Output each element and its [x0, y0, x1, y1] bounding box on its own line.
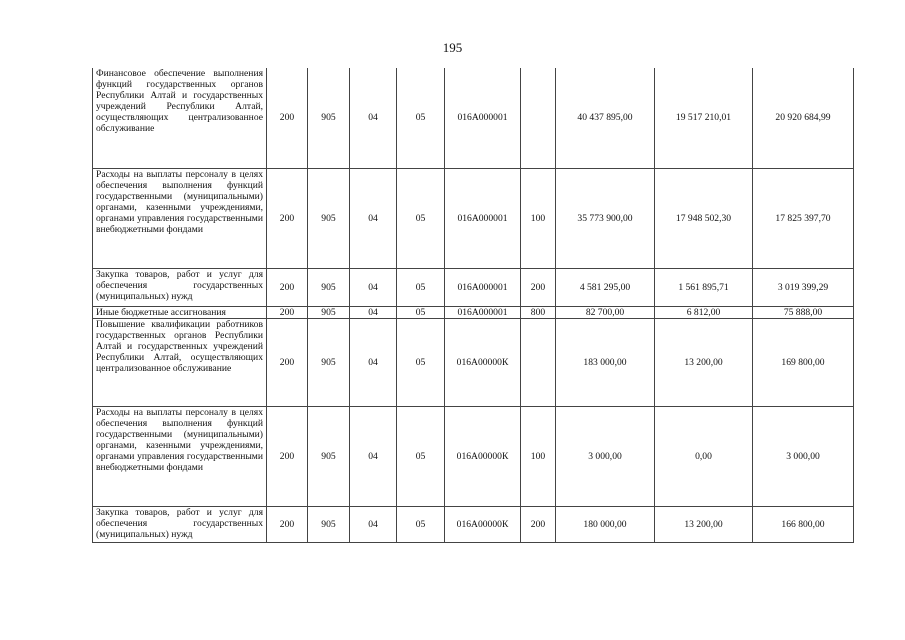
expense-type-cell: 800: [521, 306, 556, 318]
target-cell: 016А000001: [445, 306, 521, 318]
row-name: Повышение квалификации работников государственных органов Республики Алтай и государственных учреждений Республики Алтай, осуществляющих централизованное обслуживание: [93, 318, 267, 406]
amount-1-cell: 35 773 900,00: [556, 168, 655, 268]
amount-3-cell: 169 800,00: [753, 318, 854, 406]
amount-2-cell: 17 948 502,30: [655, 168, 753, 268]
code-cell: 905: [308, 268, 350, 306]
table-row: [93, 506, 854, 542]
target-cell: 016А000001: [445, 168, 521, 268]
code-cell: 905: [308, 68, 350, 168]
page-number: 195: [442, 40, 463, 55]
code-cell: 905: [308, 168, 350, 268]
amount-3-cell: 3 000,00: [753, 406, 854, 506]
amount-1-cell: 183 000,00: [556, 318, 655, 406]
row-name: Расходы на выплаты персоналу в целях обеспечения выполнения функций государственными (муниципальными) органами, казенными учреждениями, органами управления государственными внебюджетными фондами: [93, 168, 267, 268]
table-row: [93, 168, 854, 268]
ministry-cell: 200: [267, 506, 308, 542]
section-cell: 04: [350, 68, 397, 168]
subsection-cell: 05: [397, 268, 445, 306]
section-cell: 04: [350, 168, 397, 268]
row-name: Закупка товаров, работ и услуг для обеспечения государственных (муниципальных) нужд: [93, 268, 267, 306]
budget-table: [92, 68, 854, 543]
expense-type-cell: 100: [521, 406, 556, 506]
row-name: Иные бюджетные ассигнования: [93, 306, 267, 318]
code-cell: 905: [308, 306, 350, 318]
row-name: Расходы на выплаты персоналу в целях обеспечения выполнения функций государственными (муниципальными) органами, казенными учреждениями, органами управления государственными внебюджетными фондами: [93, 406, 267, 506]
amount-2-cell: 6 812,00: [655, 306, 753, 318]
ministry-cell: 200: [267, 268, 308, 306]
ministry-cell: 200: [267, 68, 308, 168]
table-row: [93, 268, 854, 306]
subsection-cell: 05: [397, 406, 445, 506]
section-cell: 04: [350, 306, 397, 318]
amount-1-cell: 82 700,00: [556, 306, 655, 318]
subsection-cell: 05: [397, 68, 445, 168]
amount-3-cell: 166 800,00: [753, 506, 854, 542]
table-row: [93, 318, 854, 406]
target-cell: 016А00000К: [445, 406, 521, 506]
ministry-cell: 200: [267, 306, 308, 318]
amount-2-cell: 19 517 210,01: [655, 68, 753, 168]
ministry-cell: 200: [267, 406, 308, 506]
subsection-cell: 05: [397, 318, 445, 406]
ministry-cell: 200: [267, 168, 308, 268]
amount-2-cell: 13 200,00: [655, 318, 753, 406]
amount-3-cell: 75 888,00: [753, 306, 854, 318]
code-cell: 905: [308, 506, 350, 542]
amount-1-cell: 180 000,00: [556, 506, 655, 542]
target-cell: 016А000001: [445, 268, 521, 306]
amount-3-cell: 17 825 397,70: [753, 168, 854, 268]
subsection-cell: 05: [397, 168, 445, 268]
expense-type-cell: 200: [521, 506, 556, 542]
subsection-cell: 05: [397, 306, 445, 318]
amount-2-cell: 1 561 895,71: [655, 268, 753, 306]
target-cell: 016А000001: [445, 68, 521, 168]
row-name: Финансовое обеспечение выполнения функций государственных органов Республики Алтай и государственных учреждений Республики Алтай, осуществляющих централизованное обслуживание: [93, 68, 267, 168]
ministry-cell: 200: [267, 318, 308, 406]
subsection-cell: 05: [397, 506, 445, 542]
section-cell: 04: [350, 506, 397, 542]
expense-type-cell: [521, 68, 556, 168]
table-row: [93, 406, 854, 506]
expense-type-cell: 100: [521, 168, 556, 268]
amount-3-cell: 20 920 684,99: [753, 68, 854, 168]
amount-3-cell: 3 019 399,29: [753, 268, 854, 306]
expense-type-cell: 200: [521, 268, 556, 306]
section-cell: 04: [350, 268, 397, 306]
amount-2-cell: 0,00: [655, 406, 753, 506]
expense-type-cell: [521, 318, 556, 406]
code-cell: 905: [308, 406, 350, 506]
row-name: Закупка товаров, работ и услуг для обеспечения государственных (муниципальных) нужд: [93, 506, 267, 542]
amount-1-cell: 40 437 895,00: [556, 68, 655, 168]
section-cell: 04: [350, 406, 397, 506]
table-row: [93, 306, 854, 318]
target-cell: 016А00000К: [445, 318, 521, 406]
table-row: [93, 68, 854, 168]
amount-2-cell: 13 200,00: [655, 506, 753, 542]
target-cell: 016А00000К: [445, 506, 521, 542]
section-cell: 04: [350, 318, 397, 406]
code-cell: 905: [308, 318, 350, 406]
amount-1-cell: 3 000,00: [556, 406, 655, 506]
amount-1-cell: 4 581 295,00: [556, 268, 655, 306]
